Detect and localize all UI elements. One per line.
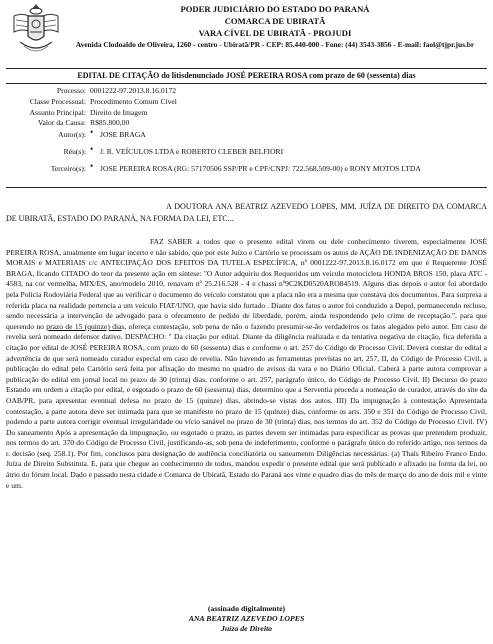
coat-of-arms-icon (10, 2, 62, 58)
autor-value: JOSE BRAGA (100, 130, 146, 140)
bullet-icon: • (90, 143, 94, 154)
valor-label: Valor da Causa: (37, 118, 86, 128)
classe-label: Classe Processual: (29, 96, 86, 106)
header-line-2: COMARCA DE UBIRATÃ (224, 16, 326, 26)
case-info-row (6, 108, 487, 119)
signature-note: (assinado digitalmente) (207, 604, 286, 613)
assunto-value: Direito de Imagem (90, 107, 148, 117)
case-info-row (6, 160, 487, 175)
underlined-deadline: prazo de 15 (quinze) dia (46, 321, 122, 331)
signature-block (6, 604, 487, 634)
terceiro-label: Terceiro(s): (50, 163, 86, 173)
assunto-label: Assunto Principal: (29, 107, 86, 117)
classe-value: Procedimento Comum Cível (90, 96, 177, 106)
divider (6, 187, 487, 188)
header-line-1: PODER JUDICIÁRIO DO ESTADO DO PARANÁ (180, 4, 370, 14)
court-header (70, 3, 480, 51)
header-address: Avenida Clodoaldo de Oliveira, 1260 - centro - Ubiratã/PR - CEP: 85.440-000 - Fone: (44) 3543-3856 - E-mail: faol@tjpr.jus.br (75, 40, 475, 49)
valor-value: R$85.800,00 (90, 118, 130, 128)
judge-role: Juíza de Direito (220, 624, 273, 633)
case-info-row (6, 118, 487, 129)
reu-value: J. R. VEÍCULOS LTDA e ROBERTO CLEBER BELFIORI (100, 146, 284, 156)
processo-label: Processo: (56, 86, 86, 95)
reu-label: Réu(s): (63, 146, 86, 156)
divider (6, 68, 487, 69)
bullet-icon: • (90, 127, 94, 138)
body-text: FAZ SABER a todos que o presente edital virem ou dele conhecimento tiverem, especialmente JOSÉ PEREIRA ROSA, atualmente em lugar incerto e não sabido, que por este Juízo e Cartório se processam os autos de AÇÃO DE INDENIZAÇÃO DE DANOS MORAIS e MATERIAIS c/c ANTECIPAÇÃO DOS EFEITOS DA TUTELA ESPECÍFICA, nº 0001222-97.2013.8.16.0172 em que é Requerente JOSÉ BRAGA, ficando CITADO do teor da presente ação em síntese: "O Autor adquiriu dos Requeridos um veículo motocicleta HONDA BROS 150, placa ATC - 4583, na cor vermelha, MIX/ES, ano/modelo 2010, renavam nº 25.216.528 - 4 e chassi nº9C2KD0520ARO84519. Alguns dias depois o autor foi abordado pela Policia Rodoviária Federal que ao verificar o documento do veículo constatou que a placa não era a mesma que constava dos documentos. Para surpresa a referida placa na realidade pertencia a um veículo FIAT/UNO, que havia sido furtado . Diante dos fatos o autor foi conduzido a Depol, permanecendo recluso, sendo necessária a intervenção de advogado para o oferamento de pedido de liberdade, porém, ainda respondendo pelo crime de receptação.", para que querendo no (6, 237, 487, 331)
judge-name: ANA BEATRIZ AZEVEDO LOPES (188, 614, 305, 623)
divider (6, 83, 487, 84)
autor-label: Autor(s): (58, 130, 86, 140)
processo-value: 0001222-97.2013.8.16.0172 (90, 86, 177, 95)
case-info (6, 86, 487, 175)
case-info-row (6, 86, 487, 97)
intro-paragraph: A DOUTORA ANA BEATRIZ AZEVEDO LOPES, MM. JUÍZA DE DIREITO DA COMARCA DE UBIRATÃ, ESTADO DO PARANÁ, NA FORMA DA LEI, ETC... (6, 202, 487, 224)
document-title: EDITAL DE CITAÇÃO do litisdenunciado JOSÉ PEREIRA ROSA com prazo de 60 (sessenta) dias (77, 71, 416, 80)
bullet-icon: • (90, 160, 94, 171)
case-info-row (6, 143, 487, 158)
body-text: s, ofereça contestação, sob pena de não o fazendo presumir-se-ão verdadeiros os fatos alegados pelo autor. Em caso de revelia será nomeado defensor dativo. DESPACHO: " Da citação por edital. Diante da diligência realizada e da tentativa negativa de citação, fica deferida a citação por edital de JOSÉ PEREIRA ROSA, com prazo de 60 (sessenta) dias e conforme o art. 257 do Código de Processo Civil. Deverá constar do edital a advertência de que será nomeado curador especial em caso de revelia. Não havendo as ferramentas previstas no art. 257, II, do Código de Processo Civil, a publicação do edital pelo Cartório será feita por afixação do mesmo no quadro de avisos da vara e no Diário Oficial. Caberá à parte autora comprovar a publicação do edital em jornal local no prazo de 30 (trinta) dias, conforme o art. 257, parágrafo único, do Código de Processo Civil. II) Decurso do prazo Estando em ordem a citação por edital, e esgotado o prazo de 60 (sessenta) dias, determino que a Serventia proceda a nomeação de curador, através do site da OAB/PR, para apresentar eventual defesa no prazo de 15 (quinze) dias, abrindo-se vistas dos autos. III) Da impugnação à contestação Apresentada contestação, a parte autora deve ser intimada para que se manifeste no prazo de 15 (quinze) dias, conforme os arts. 350 e 351 do Código de Processo Civil, podendo a parte autora corrigir eventual irregularidade ou vício sanável no prazo de 30 (trinta) dias, nos termos do art. 352 do Código de Processo Civil. IV) Do saneamento Após a apresentação da impugnação, ou esgotado o prazo, as partes devem ser intimadas para especificar as provas que pretendem produzir, nos termos do art. 370 do Código de Processo Civil, justificando-as, sob pena de indeferimento, conforme o parágrafo único do referido artigo, nos termos da r. decisão (seq. 258.1). Por fim, conclusos para designação de audiência conciliatória ou saneamento Diligências necessárias. (a) Thaís Ribeiro Franco Endo. Juíza de Direito Substituta. E, para que chegue ao conhecimento de todos, mandou expedir o presente edital que será publicado e afixado na forma da lei, no átrio do fórum local. Dado e passado nesta cidade e Comarca de Ubiratã, Estado do Paraná aos vinte e quadro dias do mês de março do ano de dois mil e vinte e um. (6, 321, 487, 490)
case-info-row (6, 97, 487, 108)
terceiro-value: JOSE PEREIRA ROSA (RG: 57170506 SSP/PR e CPF/CNPJ: 722.568.509-00) e RONY MOTOS LTDA (100, 163, 421, 173)
header-line-3: VARA CÍVEL DE UBIRATÃ - PROJUDI (198, 28, 352, 38)
case-info-row (6, 127, 487, 141)
edital-body (6, 237, 487, 491)
